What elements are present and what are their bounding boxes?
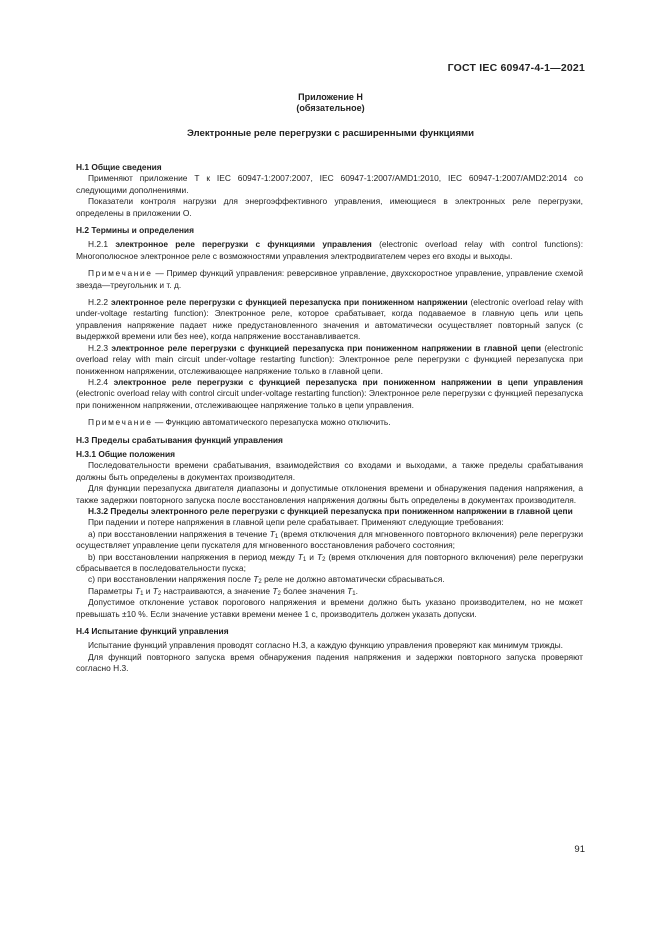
definition-text: (electronic overload relay with control circuit under-voltage restarting function): Электронное реле перегрузки с функцией перезапуска при пониженном напряжении, отслеживающее напряжение только в цепи управления. xyxy=(76,388,583,410)
note-text: — Функцию автоматического перезапуска можно отключить. xyxy=(154,417,391,428)
definition-number: Н.2.3 xyxy=(88,342,109,353)
paragraph: Испытание функций управления проводят согласно Н.3, а каждую функцию управления проверяют как минимум трижды. xyxy=(88,640,563,651)
paragraph: Показатели контроля нагрузки для энергоэффективного управления, имеющиеся в электронных реле перегрузки, определены в приложении О. xyxy=(76,196,583,218)
subsection-heading-h3-2: Н.3.2 Пределы электронного реле перегрузки с функцией перезапуска при пониженном напряжении в главной цепи xyxy=(88,505,573,516)
definition-h2-1 xyxy=(76,239,583,262)
definition-text: (electronic overload relay with control functions): Многополюсное электронное реле с возможностями управления электродвигателем через его входы и выходы. xyxy=(76,239,584,261)
definition-term: электронное реле перегрузки с функцией перезапуска при пониженном напряжении xyxy=(110,297,468,308)
definition-term: электронное реле перегрузки с функциями управления xyxy=(115,239,372,250)
list-item-b: b) при восстановлении напряжения в период между $T_1$ и $T_2$ (время отключения для повторного включения) реле перегрузки сбрасывается в последовательности пуска; xyxy=(76,551,583,573)
annex-status: (обязательное) xyxy=(296,103,365,113)
note-text: — Пример функций управления: реверсивное управление, двухскоростное управление, управление схемой звезда—треугольник и т. д. xyxy=(76,268,584,290)
definition-h2-2 xyxy=(76,297,583,343)
note xyxy=(76,417,583,428)
section-heading-h3: Н.3 Пределы срабатывания функций управления xyxy=(76,434,283,445)
definition-term: электронное реле перегрузки с функцией перезапуска при пониженном напряжении в главной цепи xyxy=(111,342,541,353)
definition-term: электронное реле перегрузки с функцией перезапуска при пониженном напряжении в цепи управления xyxy=(113,376,584,387)
paragraph: Последовательности времени срабатывания, взаимодействия со входами и выходами, а также пределы срабатывания должны быть определены в документах производителя. xyxy=(76,460,583,482)
paragraph: Для функций повторного запуска время обнаружения падения напряжения и задержки повторного запуска проверяют согласно Н.3. xyxy=(76,651,583,674)
section-heading-h1: Н.1 Общие сведения xyxy=(76,162,162,172)
definition-text: (electronic overload relay with main circuit under-voltage restarting function): Электронное реле перегрузки с функцией перезапуска при пониженном напряжении, отслеживающее напряжение только в главной цепи. xyxy=(76,342,584,376)
paragraph: При падении и потере напряжения в главной цепи реле срабатывает. Применяют следующие требования: xyxy=(88,517,504,528)
section-heading-h2: Н.2 Термины и определения xyxy=(76,225,194,236)
paragraph: Допустимое отклонение уставок порогового напряжения и времени должно быть указано производителем, но не может превышать ±10 %. Если значение уставки времени менее 1 с, производитель должен указать допуски. xyxy=(76,597,583,619)
note-label: Примечание xyxy=(88,417,153,428)
subsection-heading-h3-1: Н.3.1 Общие положения xyxy=(76,448,175,459)
definition-h2-3 xyxy=(76,343,583,377)
definition-number: Н.2.2 xyxy=(88,297,109,308)
paragraph-parameters: Параметры $T_1$ и $T_2$ настраиваются, а значение $T_2$ более значения $T_1$. xyxy=(88,585,358,597)
paragraph: Применяют приложение Т к IEC 60947-1:2007:2007, IEC 60947-1:2007/AMD1:2010, IEC 60947-1:2007/AMD2:2014 со следующими дополнениями. xyxy=(76,173,583,195)
standard-code: ГОСТ IEC 60947-4-1—2021 xyxy=(447,62,585,74)
list-item-c: c) при восстановлении напряжения после $T_2$ реле не должно автоматически сбрасываться. xyxy=(88,574,445,586)
note-label: Примечание xyxy=(88,268,153,279)
list-item-a: a) при восстановлении напряжения в течение $T_1$ (время отключения для мгновенного повторного включения) реле перегрузки осуществляет управление цепи пускателя для мгновенного восстановления рабочего состояния; xyxy=(76,528,584,551)
paragraph: Для функции перезапуска двигателя диапазоны и допустимые отклонения времени и обнаружения падения напряжения, а также задержки повторного запуска после восстановления напряжения должны быть определены в документах производителя. xyxy=(76,483,583,505)
page-number: 91 xyxy=(574,844,585,855)
definition-h2-4 xyxy=(76,377,583,411)
definition-number: Н.2.4 xyxy=(88,376,109,387)
body-text xyxy=(76,162,583,675)
section-heading-h4: Н.4 Испытание функций управления xyxy=(76,626,229,637)
note xyxy=(76,268,583,291)
main-title: Электронные реле перегрузки с расширенными функциями xyxy=(186,128,475,139)
definition-number: Н.2.1 xyxy=(88,239,109,250)
annex-title: Приложение Н xyxy=(298,92,363,102)
definition-text: (electronic overload relay with under-voltage restarting function): Электронное реле, которое срабатывает, когда подаваемое в главную цепь или цепь управления напряжение падает ниже предустановленного значения и автоматически осуществляет повторный запуск (с выдержкой времени или без нее), когда напряжение восстанавливается. xyxy=(76,297,584,342)
